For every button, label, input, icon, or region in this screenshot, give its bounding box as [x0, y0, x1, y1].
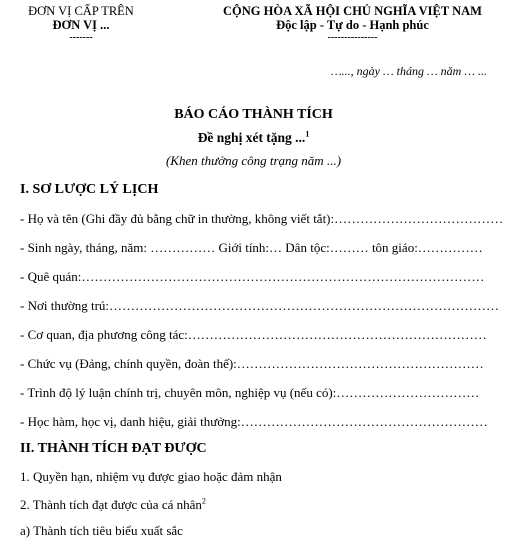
field-academic-titles: - Học hàm, học vị, danh hiệu, giải thưởng:…………………………………………………	[20, 414, 488, 429]
field-hometown: - Quê quán:…………………………………………………………………………………	[20, 269, 485, 284]
field-residence: - Nơi thường trú:………………………………………………………………………………	[20, 298, 500, 313]
parent-unit-label: ĐƠN VỊ CẤP TRÊN	[28, 4, 134, 18]
header-right-divider: ---------------	[327, 32, 378, 43]
report-subtitle-text: Đề nghị xét tặng ...	[197, 130, 306, 145]
report-note: (Khen thưởng công trạng năm ...)	[165, 153, 342, 168]
section2-heading: II. THÀNH TÍCH ĐẠT ĐƯỢC	[20, 441, 207, 456]
field-full-name: - Họ và tên (Ghi đầy đủ bằng chữ in thường, không viết tắt):…………………………………	[20, 211, 504, 226]
field-education-level: - Trình độ lý luận chính trị, chuyên môn, nghiệp vụ (nếu có):……………………………	[20, 385, 480, 400]
national-title: CỘNG HÒA XÃ HỘI CHỦ NGHĨA VIỆT NAM	[223, 4, 482, 18]
header-right	[200, 4, 505, 44]
item-achievements	[20, 497, 206, 513]
item-outstanding: a) Thành tích tiêu biểu xuất sắc	[20, 523, 183, 538]
header-left-divider: -------	[69, 32, 93, 43]
item-duties: 1. Quyền hạn, nhiệm vụ được giao hoặc đảm nhận	[20, 469, 282, 484]
date-line: …..., ngày … tháng … năm … ...	[330, 64, 487, 78]
footnote-2: 2	[201, 496, 206, 506]
item-achievements-text: 2. Thành tích đạt được của cá nhân	[20, 497, 202, 512]
footnote-1: 1	[305, 129, 310, 139]
national-motto: Độc lập - Tự do - Hạnh phúc	[276, 18, 429, 32]
unit-label: ĐƠN VỊ ...	[52, 18, 110, 32]
report-title: BÁO CÁO THÀNH TÍCH	[174, 107, 333, 122]
header-left	[6, 4, 156, 44]
section1-heading: I. SƠ LƯỢC LÝ LỊCH	[20, 182, 159, 197]
field-position: - Chức vụ (Đảng, chính quyền, đoàn thể):…………………………………………………	[20, 356, 484, 371]
field-workplace: - Cơ quan, địa phương công tác:……………………………………………………………	[20, 327, 487, 342]
report-subtitle	[0, 130, 507, 146]
field-birth-gender-ethnicity-religion: - Sinh ngày, tháng, năm: …………… Giới tính:… Dân tộc:……… tôn giáo:……………	[20, 240, 483, 255]
